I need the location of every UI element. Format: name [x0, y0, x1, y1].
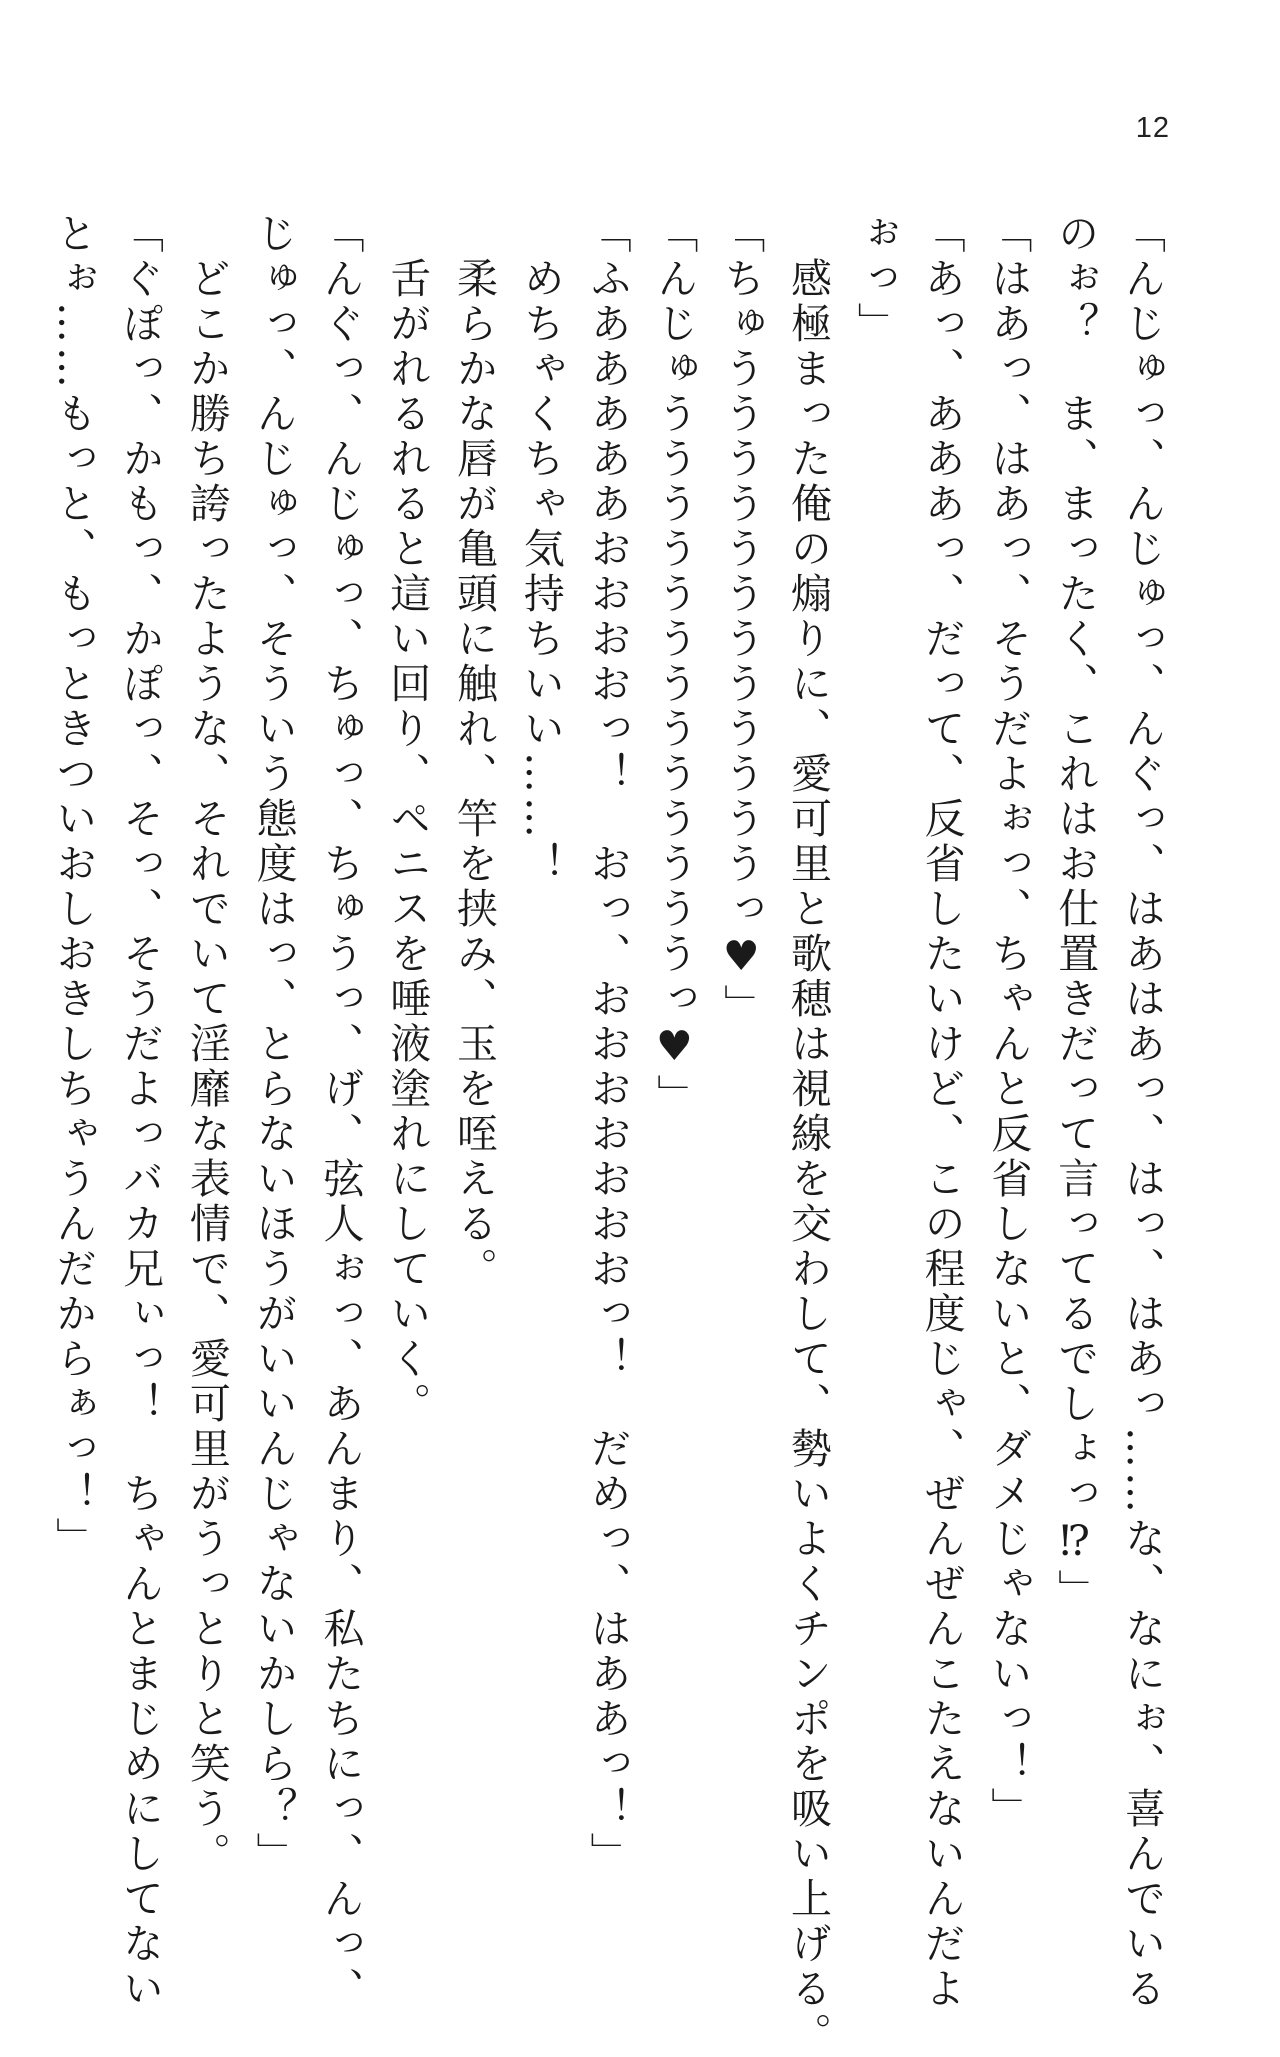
- text-line: 「ふあああああおおおおっ！ おっ、おおおおおおおっ！ だめっ、はああっ！」: [583, 212, 632, 1877]
- text-line: めちゃくちゃ気持ちいい……！: [516, 212, 565, 887]
- text-line: ぉっ」: [850, 212, 899, 347]
- text-line: 「んじゅうううううううううううううっ♥」: [650, 212, 699, 1119]
- text-line: どこか勝ち誇ったような、それでいて淫靡な表情で、愛可里がうっとりと笑う。: [182, 212, 231, 1877]
- text-line: 「ちゅううううううううううううっ♥」: [717, 212, 766, 1029]
- text-line: 「んじゅっ、んじゅっ、んぐっ、はあはあっ、はっ、はあっ……な、なにぉ、喜んでいる: [1118, 212, 1166, 2012]
- text-line: 「んぐっ、んじゅっ、ちゅっ、ちゅうっ、げ、弦人ぉっ、あんまり、私たちにっ、んっ、: [316, 212, 365, 2012]
- text-line: のぉ？ ま、まったく、これはお仕置きだって言ってるでしょっ⁉」: [1051, 212, 1100, 1614]
- text-line: 柔らかな唇が亀頭に触れ、竿を挟み、玉を咥える。: [450, 212, 499, 1292]
- text-line: 感極まった俺の煽りに、愛可里と歌穂は視線を交わして、勢いよくチンポを吸い上げる。: [784, 212, 833, 2057]
- text-line: 「あっ、あああっ、だって、反省したいけど、この程度じゃ、ぜんぜんこたえないんだよ: [917, 212, 966, 2012]
- text-line: じゅっ、んじゅっ、そういう態度はっ、とらないほうがいいんじゃないかしら？」: [249, 212, 298, 1877]
- text-line: 舌がれるれると這い回り、ペニスを唾液塗れにしていく。: [383, 212, 432, 1427]
- text-line: 「はあっ、はあっ、そうだよぉっ、ちゃんと反省しないと、ダメじゃないっ！」: [984, 212, 1033, 1832]
- text-line: とぉ……もっと、もっときついおしおきしちゃうんだからぁっ！」: [49, 212, 98, 1562]
- page-number: 12: [1135, 112, 1170, 144]
- text-line: 「ぐぽっ、かもっ、かぽっ、そっ、そうだよっバカ兄ぃっ！ ちゃんとまじめにしてない: [116, 212, 165, 2012]
- vertical-text-body: [49, 212, 1175, 2057]
